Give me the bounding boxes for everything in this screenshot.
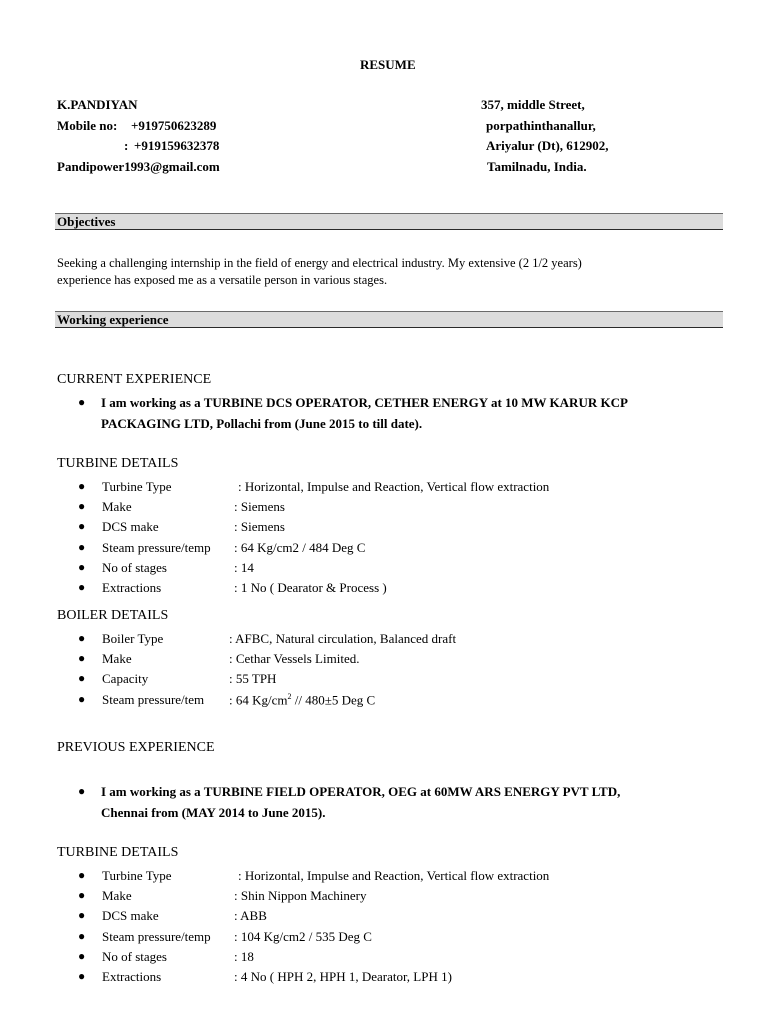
detail-value: : Horizontal, Impulse and Reaction, Vertical flow extraction <box>238 479 550 494</box>
current-turbine-details-heading: TURBINE DETAILS <box>57 456 179 471</box>
email-address: Pandipower1993@gmail.com <box>57 159 220 174</box>
detail-value: : 55 TPH <box>229 671 277 686</box>
detail-label: No of stages <box>102 949 167 964</box>
detail-label: Steam pressure/temp <box>102 540 211 555</box>
detail-value: : Siemens <box>234 519 285 534</box>
current-role-line-1: I am working as a TURBINE DCS OPERATOR, CETHER ENERGY at 10 MW KARUR KCP <box>101 395 628 410</box>
previous-experience-heading: PREVIOUS EXPERIENCE <box>57 740 215 755</box>
working-experience-section-bar <box>55 311 723 328</box>
bullet-icon: ● <box>78 969 86 983</box>
detail-value: : 14 <box>234 560 254 575</box>
bullet-icon: ● <box>78 499 86 513</box>
bullet-icon: ● <box>78 692 86 706</box>
contact-name: K.PANDIYAN <box>57 97 138 112</box>
objectives-text-line-2: experience has exposed me as a versatile person in various stages. <box>57 273 388 287</box>
detail-label: Capacity <box>102 671 149 686</box>
detail-label: Make <box>102 888 132 903</box>
detail-label: Turbine Type <box>102 868 172 883</box>
bullet-icon: ● <box>78 519 86 533</box>
detail-value: : 104 Kg/cm2 / 535 Deg C <box>234 929 372 944</box>
detail-value: : 18 <box>234 949 254 964</box>
working-experience-heading: Working experience <box>57 312 169 327</box>
current-boiler-details-heading: BOILER DETAILS <box>57 608 169 623</box>
objectives-text-line-1: Seeking a challenging internship in the field of energy and electrical industry. My extensive (2 1/2 years) <box>57 256 582 270</box>
bullet-icon: ● <box>78 784 86 798</box>
bullet-icon: ● <box>78 908 86 922</box>
objectives-section-bar <box>55 213 723 230</box>
detail-label: DCS make <box>102 519 159 534</box>
detail-label: No of stages <box>102 560 167 575</box>
value-part: : 64 Kg/cm <box>229 692 288 708</box>
detail-label: Boiler Type <box>102 631 164 646</box>
detail-label: Steam pressure/tem <box>102 692 205 707</box>
mobile-number-2: +919159632378 <box>134 138 220 153</box>
detail-label: Steam pressure/temp <box>102 929 211 944</box>
detail-value: : Siemens <box>234 499 285 514</box>
detail-value: : 4 No ( HPH 2, HPH 1, Dearator, LPH 1) <box>234 969 452 984</box>
detail-label: Extractions <box>102 969 162 984</box>
mobile-2-prefix: : <box>124 138 129 153</box>
bullet-icon: ● <box>78 395 86 409</box>
value-part: // 480±5 Deg C <box>291 692 376 708</box>
address-line-2: porpathinthanallur, <box>486 118 596 133</box>
current-experience-heading: CURRENT EXPERIENCE <box>57 372 212 387</box>
page-title: RESUME <box>360 57 416 72</box>
bullet-icon: ● <box>78 888 86 902</box>
current-role-line-2: PACKAGING LTD, Pollachi from (June 2015 to till date). <box>101 416 423 431</box>
address-line-1: 357, middle Street, <box>481 97 585 112</box>
detail-value: : Cethar Vessels Limited. <box>229 651 360 666</box>
bullet-icon: ● <box>78 560 86 574</box>
detail-value: : Horizontal, Impulse and Reaction, Vertical flow extraction <box>238 868 550 883</box>
bullet-icon: ● <box>78 631 86 645</box>
previous-turbine-details-heading: TURBINE DETAILS <box>57 845 179 860</box>
detail-label: Make <box>102 651 132 666</box>
detail-value: : 64 Kg/cm2 / 484 Deg C <box>234 540 366 555</box>
detail-value: : 1 No ( Dearator & Process ) <box>234 580 387 595</box>
previous-role-line-2: Chennai from (MAY 2014 to June 2015). <box>101 805 326 820</box>
mobile-number-1: +919750623289 <box>131 118 217 133</box>
bullet-icon: ● <box>78 671 86 685</box>
address-line-3: Ariyalur (Dt), 612902, <box>486 138 609 153</box>
detail-value: : AFBC, Natural circulation, Balanced draft <box>229 631 457 646</box>
bullet-icon: ● <box>78 540 86 554</box>
detail-label: Make <box>102 499 132 514</box>
bullet-icon: ● <box>78 479 86 493</box>
mobile-label: Mobile no: <box>57 118 118 133</box>
bullet-icon: ● <box>78 868 86 882</box>
detail-label: DCS make <box>102 908 159 923</box>
bullet-icon: ● <box>78 949 86 963</box>
bullet-icon: ● <box>78 651 86 665</box>
superscript: 2 <box>287 692 292 701</box>
detail-value <box>229 692 375 708</box>
bullet-icon: ● <box>78 929 86 943</box>
detail-label: Extractions <box>102 580 162 595</box>
detail-value: : ABB <box>234 908 267 923</box>
detail-label: Turbine Type <box>102 479 172 494</box>
address-line-4: Tamilnadu, India. <box>487 159 587 174</box>
objectives-heading: Objectives <box>57 214 116 229</box>
bullet-icon: ● <box>78 580 86 594</box>
detail-value: : Shin Nippon Machinery <box>234 888 367 903</box>
previous-role-line-1: I am working as a TURBINE FIELD OPERATOR, OEG at 60MW ARS ENERGY PVT LTD, <box>101 784 621 799</box>
